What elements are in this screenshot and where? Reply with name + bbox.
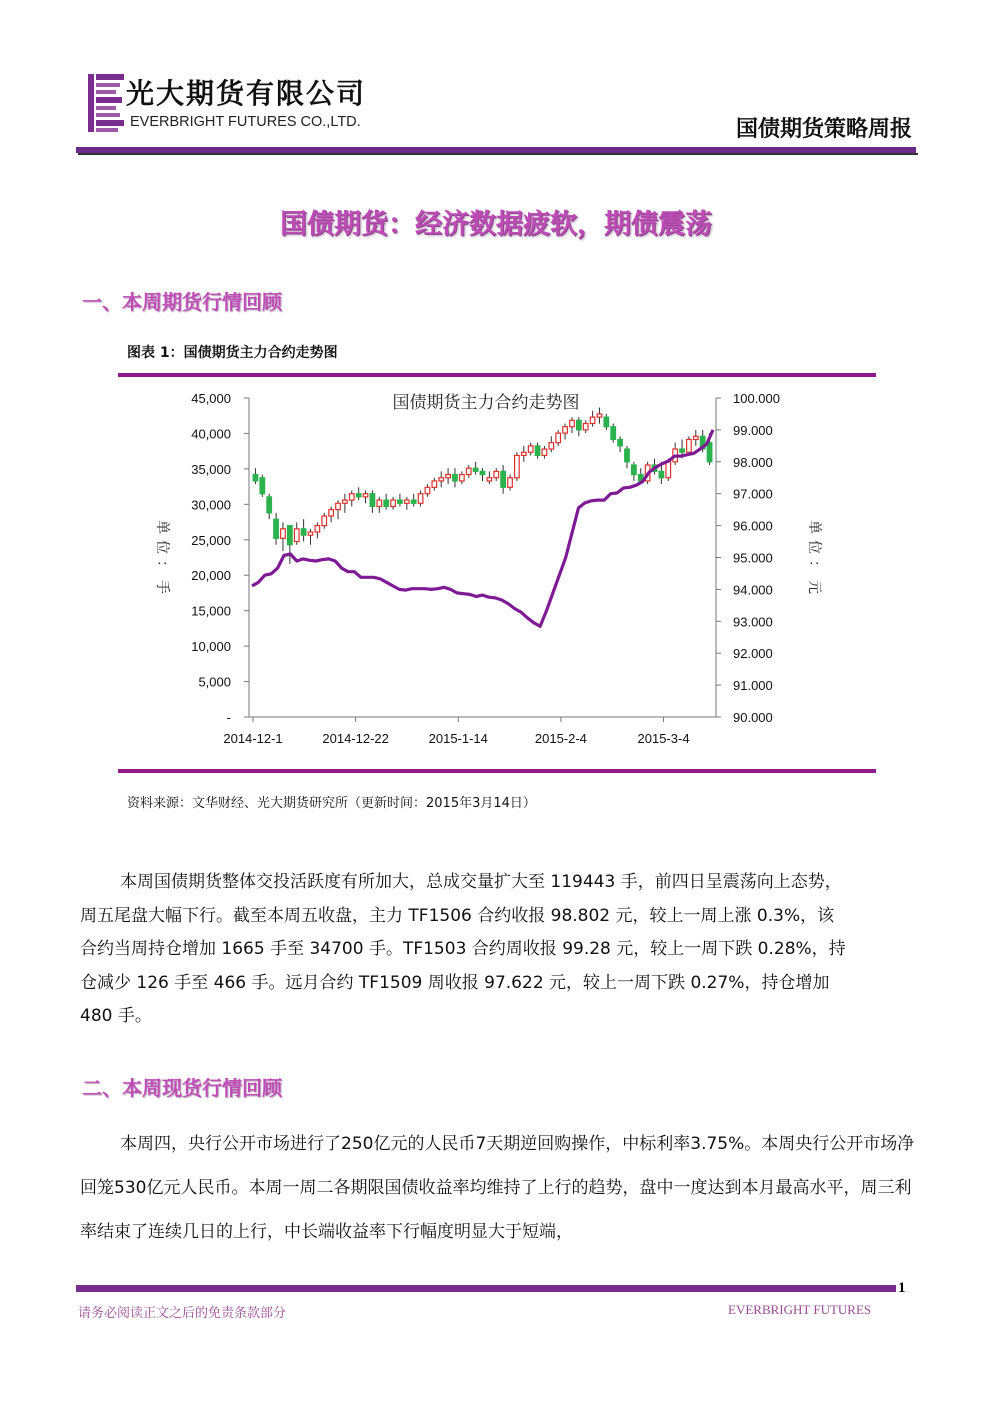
candlestick [253, 468, 258, 484]
figure-bottom-rule [118, 769, 876, 773]
candlestick [288, 526, 293, 564]
candlestick [281, 522, 286, 551]
candlestick [411, 494, 416, 507]
y-left-tick-label: 35,000 [191, 461, 231, 477]
candlestick [556, 430, 561, 446]
y-right-tick-label: 98.000 [733, 454, 773, 470]
y-right-tick-label: 100.000 [733, 391, 780, 406]
spot-review-paragraph: 本周四，央行公开市场进行了250亿元的人民币7天期逆回购操作，中标利率3.75%。本周央行公开市场净回笼530亿元人民币。本周一周二各期限国债收益率均维持了上行的趋势，盘中一度达到本月最高水平，周三利率结束了连续几日的上行，中长端收益率下行幅度明显大于短端， [80, 1134, 915, 1242]
candlestick [673, 443, 678, 465]
candlestick [466, 465, 471, 478]
y-right-tick-label: 99.000 [733, 422, 773, 438]
y-right-axis-label: 单位：元 [806, 520, 822, 600]
x-tick-label: 2014-12-1 [223, 731, 283, 746]
futures-review-paragraph: 本周国债期货整体交投活跃度有所加大，总成交量扩大至 119443 手，前四日呈震荡向上态势，周五尾盘大幅下行。截至本周五收盘，主力 TF1506 合约收报 98.802 元，较上一周上涨 0.3%，该合约当周持仓增加 1665 手至 34700 手。TF1503 合约周收报 99.28 元，较上一周下跌 0.28%，持仓减少 126 手至 466 手。远月合约 TF1509 周收报 97.622 元，较上一周下跌 0.27%，持仓增加 480 手。 [80, 872, 846, 1026]
section-heading-futures: 一、本周期货行情回顾 [82, 290, 282, 314]
figure-top-rule [118, 373, 876, 377]
company-name-en: EVERBRIGHT FUTURES CO.,LTD. [130, 114, 361, 130]
candlestick [542, 446, 547, 459]
candlestick [563, 424, 568, 440]
y-left-tick-label: 30,000 [191, 497, 231, 513]
candlestick [570, 417, 575, 433]
candlestick [597, 408, 602, 424]
candlestick [494, 468, 499, 481]
candlestick [625, 446, 630, 468]
candlestick [329, 506, 334, 522]
candlestick [521, 446, 526, 462]
candlestick [501, 465, 506, 494]
candlestick [418, 491, 423, 507]
candlestick [349, 491, 354, 507]
y-right-tick-label: 95.000 [733, 550, 773, 566]
candlestick [336, 500, 341, 519]
candlestick [528, 443, 533, 456]
candlestick [343, 494, 348, 513]
y-left-tick-label: 10,000 [191, 639, 231, 655]
candlestick [425, 484, 430, 497]
candlestick [480, 468, 485, 481]
header-divider-shadow [78, 153, 918, 155]
candlestick [577, 417, 582, 436]
candlestick [301, 519, 306, 541]
candlestick [453, 468, 458, 487]
y-right-tick-label: 96.000 [733, 518, 773, 534]
y-right-tick-label: 91.000 [733, 678, 773, 694]
y-left-tick-label: 20,000 [191, 568, 231, 584]
y-right-tick-label: 97.000 [733, 486, 773, 502]
y-right-tick-label: 90.000 [733, 710, 773, 725]
footer-divider [76, 1285, 896, 1292]
x-tick-label: 2014-12-22 [322, 731, 389, 746]
y-left-tick-label: 40,000 [191, 426, 231, 442]
candlestick [315, 522, 320, 538]
candlestick [446, 468, 451, 484]
candlestick [611, 424, 616, 443]
y-left-axis-label: 单位：手 [154, 520, 170, 600]
y-right-tick-label: 92.000 [733, 646, 773, 662]
futures-trend-chart [118, 380, 878, 770]
open-interest-line [252, 430, 713, 626]
candlestick [460, 471, 465, 484]
candlestick [515, 452, 520, 481]
x-tick-label: 2015-3-4 [637, 731, 690, 746]
source-note: 资料来源：文华财经、光大期货研究所（更新时间：2015年3月14日） [127, 796, 536, 811]
candlestick [356, 487, 361, 500]
candlestick [604, 414, 609, 430]
candlestick [363, 491, 368, 504]
section-heading-spot: 二、本周现货行情回顾 [82, 1076, 282, 1100]
y-left-tick-label: 5,000 [198, 674, 231, 690]
candlestick [294, 522, 299, 544]
candlestick [405, 497, 410, 510]
y-left-tick-label: 25,000 [191, 532, 231, 548]
x-tick-label: 2015-2-4 [534, 731, 587, 746]
y-left-tick-label: 45,000 [191, 391, 231, 406]
candlestick [267, 494, 272, 520]
candlestick [618, 436, 623, 452]
candlestick [384, 494, 389, 510]
candlestick [322, 513, 327, 529]
page-number: 1 [898, 1280, 906, 1296]
report-name: 国债期货策略周报 [735, 117, 912, 142]
y-left-tick-label: - [226, 710, 231, 725]
disclaimer-note: 请务必阅读正文之后的免责条款部分 [78, 1305, 287, 1320]
y-left-tick-label: 15,000 [191, 603, 231, 619]
candlestick [377, 497, 382, 513]
y-right-tick-label: 94.000 [733, 582, 773, 598]
candlestick [432, 478, 437, 491]
candlestick [583, 420, 588, 433]
candlestick [487, 471, 492, 484]
company-name-cn: 光大期货有限公司 [126, 77, 367, 110]
candlestick [473, 462, 478, 475]
everbright-logo-icon [88, 74, 124, 132]
candlestick [549, 436, 554, 452]
figure-caption: 图表 1：国债期货主力合约走势图 [127, 345, 338, 361]
x-tick-label: 2015-1-14 [428, 731, 488, 746]
candlestick [391, 497, 396, 510]
y-right-tick-label: 93.000 [733, 614, 773, 630]
candlestick [308, 529, 313, 545]
footer-brand: EVERBRIGHT FUTURES [728, 1302, 872, 1317]
document-title: 国债期货：经济数据疲软，期债震荡 [280, 209, 712, 240]
candlestick [439, 471, 444, 487]
candlestick [274, 513, 279, 545]
candlestick [260, 475, 265, 497]
candlestick [535, 443, 540, 459]
candlestick [632, 462, 637, 481]
candlestick [693, 430, 698, 446]
candlestick [508, 475, 513, 491]
chart-title: 国债期货主力合约走势图 [392, 393, 580, 413]
candlestick [590, 411, 595, 427]
candlestick [370, 491, 375, 513]
candlestick [398, 494, 403, 507]
